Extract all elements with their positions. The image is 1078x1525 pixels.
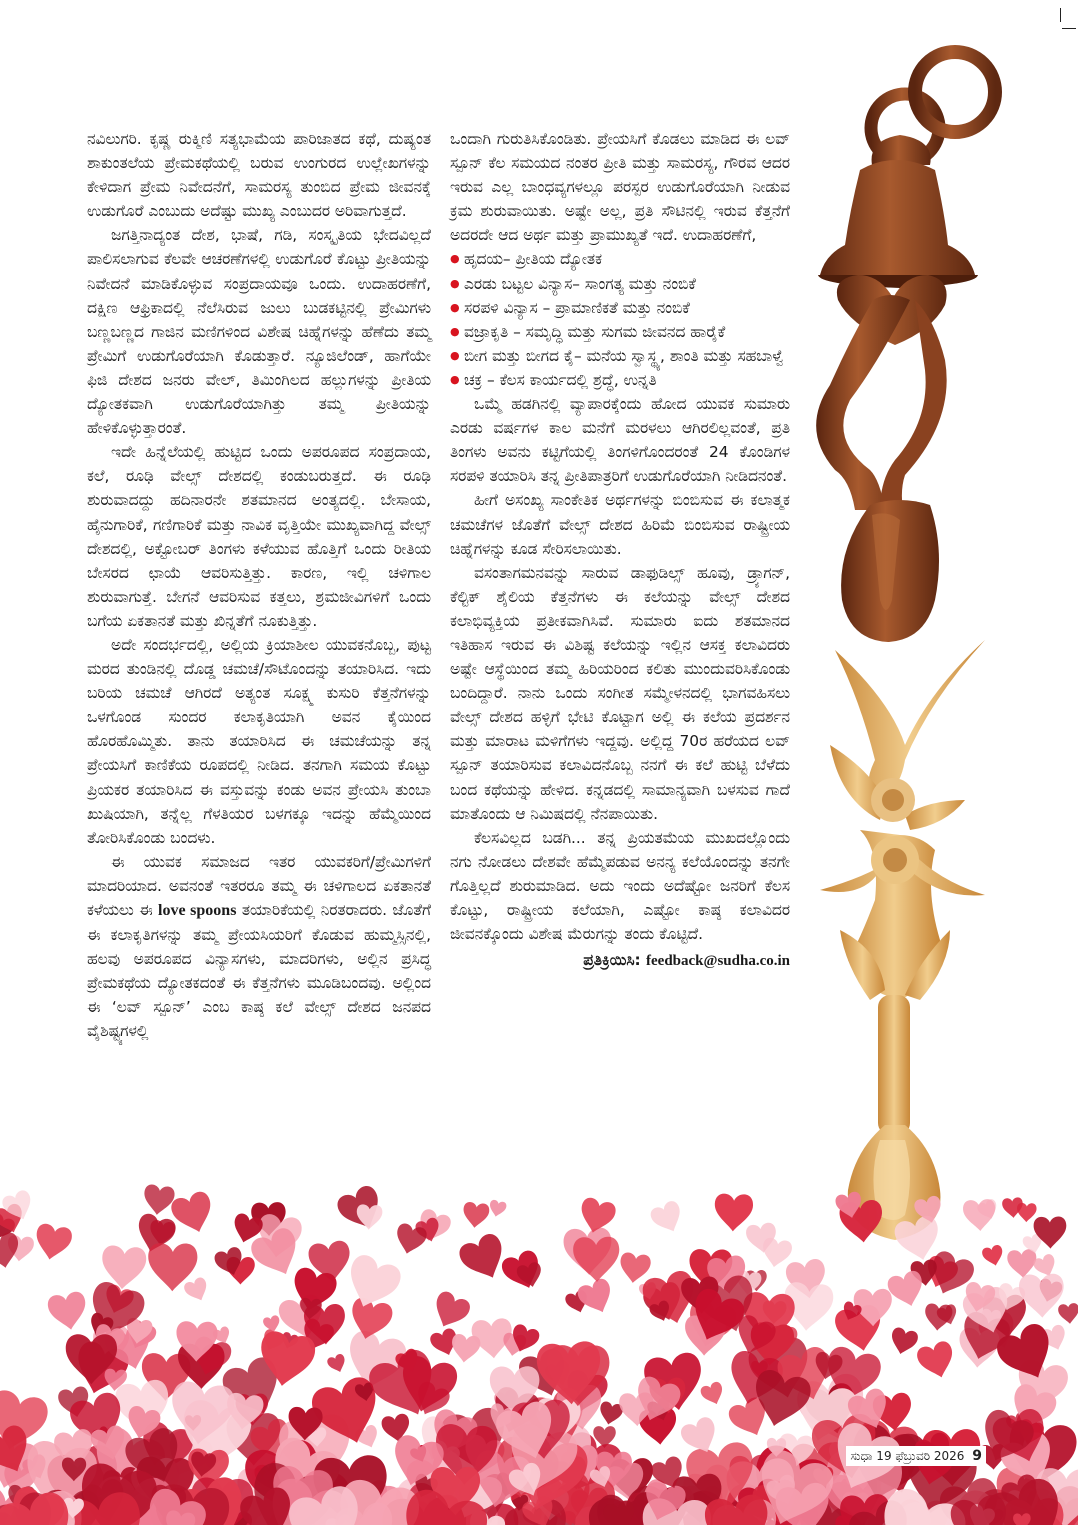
list-item: ● ಹೃದಯ– ಪ್ರೀತಿಯ ದ್ಯೋತಕ xyxy=(450,247,790,271)
paragraph: ವಸಂತಾಗಮನವನ್ನು ಸಾರುವ ಡಾಫುಡಿಲ್ಸ್ ಹೂವು, ಡ್ರ್ಯಾಗನ್, ಕೆಲ್ಟಿಕ್ ಶೈಲಿಯ ಕೆತ್ತನೆಗಳು ಈ ಕಲೆಯನ್ನು ವೇಲ್ಸ್ ದೇಶದ ಕಲಾಭಿವ್ಯಕ್ತಿಯ ಪ್ರತೀಕವಾಗಿಸಿವೆ. ಸುಮಾರು ಐದು ಶತಮಾನದ ಇತಿಹಾಸ ಇರುವ ಈ ವಿಶಿಷ್ಟ ಕಲೆಯನ್ನು ಇಲ್ಲಿನ ಆಸಕ್ತ ಕಲಾವಿದರು ಅಷ್ಟೇ ಆಸ್ಥೆಯಿಂದ ತಮ್ಮ ಹಿರಿಯರಿಂದ ಕಲಿತು ಮುಂದುವರಿಸಿಕೊಂಡು ಬಂದಿದ್ದಾರೆ. ನಾನು ಒಂದು ಸಂಗೀತ ಸಮ್ಮೇಳನದಲ್ಲಿ ಭಾಗವಹಿಸಲು ವೇಲ್ಸ್ ದೇಶದ ಹಳ್ಳಿಗೆ ಭೇಟಿ ಕೊಟ್ಟಾಗ ಅಲ್ಲಿ ಈ ಕಲೆಯ ಪ್ರದರ್ಶನ ಮತ್ತು ಮಾರಾಟ ಮಳಿಗೆಗಳು ಇದ್ದವು. ಅಲ್ಲಿದ್ದ 70ರ ಹರೆಯದ ಲವ್ ಸ್ಪೂನ್ ತಯಾರಿಸುವ ಕಲಾವಿದನೊಬ್ಬ ನನಗೆ ಈ ಕಲೆ ಹುಟ್ಟಿ ಬೆಳೆದು ಬಂದ ಕಥೆಯನ್ನು ಹೇಳಿದ. ಕನ್ನಡದಲ್ಲಿ ಸಾಮಾನ್ಯವಾಗಿ ಬಳಸುವ ಗಾದೆ ಮಾತೊಂದು ಆ ನಿಮಿಷದಲ್ಲಿ ನೆನಪಾಯಿತು. xyxy=(450,563,790,823)
heart-shape xyxy=(326,1353,348,1375)
heart-shape xyxy=(450,1333,482,1364)
list-item: ● ವಜ್ರಾಕೃತಿ – ಸಮೃದ್ಧಿ ಮತ್ತು ಸುಗಮ ಜೀವನದ ಹಾರೈಕೆ xyxy=(450,320,790,344)
heart-shape xyxy=(915,1339,959,1382)
issue-date: ಸುಧಾ 19 ಫೆಬ್ರುವರಿ 2026 xyxy=(850,1449,965,1463)
article-column-right xyxy=(450,127,790,973)
page-footer xyxy=(846,1446,986,1466)
heart-shape xyxy=(428,1289,473,1333)
list-item: ● ಚಕ್ರ – ಕೆಲಸ ಕಾರ್ಯದಲ್ಲಿ ಶ್ರದ್ಧೆ, ಉನ್ನತಿ xyxy=(450,368,790,392)
paragraph: ಒಮ್ಮೆ ಹಡಗಿನಲ್ಲಿ ವ್ಯಾಪಾರಕ್ಕೆಂದು ಹೋದ ಯುವಕ ಸುಮಾರು ಎರಡು ವರ್ಷಗಳ ಕಾಲ ಮನೆಗೆ ಮರಳಲು ಆಗಿರಲಿಲ್ಲವಂತೆ, ಪ್ರತಿ ತಿಂಗಳು ಅವನು ಕಟ್ಟಿಗೆಯಲ್ಲಿ ತಿಂಗಳಿಗೊಂದರಂತೆ 24 ಕೊಂಡಿಗಳ ಸರಪಳಿ ತಯಾರಿಸಿ ತನ್ನ ಪ್ರೀತಿಪಾತ್ರರಿಗೆ ಉಡುಗೊರೆಯಾಗಿ ನೀಡಿದನಂತೆ. xyxy=(450,395,790,486)
heart-shape xyxy=(1007,1249,1038,1279)
paragraph: ಹೀಗೆ ಅಸಂಖ್ಯ ಸಾಂಕೇತಿಕ ಅರ್ಥಗಳನ್ನು ಬಿಂಬಿಸುವ ಈ ಕಲಾತ್ಮಕ ಚಮಚೆಗಳ ಜೊತೆಗೆ ವೇಲ್ಸ್ ದೇಶದ ಹಿರಿಮೆ ಬಿಂಬಿಸುವ ರಾಷ್ಟ್ರೀಯ ಚಿಹ್ನೆಗಳನ್ನು ಕೂಡ ಸೇರಿಸಲಾಯಿತು. xyxy=(450,491,790,558)
light-love-spoon xyxy=(820,640,985,1240)
list-item: ● ಸರಪಳಿ ವಿನ್ಯಾಸ – ಪ್ರಾಮಾಣಿಕತೆ ಮತ್ತು ನಂಬಿಕೆ xyxy=(450,296,790,320)
page-number: 9 xyxy=(972,1448,982,1464)
crop-mark xyxy=(1062,28,1076,29)
heart-shape xyxy=(618,1252,652,1285)
paragraph: ಜಗತ್ತಿನಾದ್ಯಂತ ದೇಶ, ಭಾಷೆ, ಗಡಿ, ಸಂಸ್ಕೃತಿಯ ಭೇದವಿಲ್ಲದೆ ಪಾಲಿಸಲಾಗುವ ಕೆಲವೇ ಆಚರಣೆಗಳಲ್ಲಿ ಉಡುಗೊರೆ ಕೊಟ್ಟು ಪ್ರೀತಿಯನ್ನು ನಿವೇದನೆ ಮಾಡಿಕೊಳ್ಳುವ ಸಂಪ್ರದಾಯವೂ ಒಂದು. ಉದಾಹರಣೆಗೆ, ದಕ್ಷಿಣ ಆಫ್ರಿಕಾದಲ್ಲಿ ನೆಲೆಸಿರುವ ಜುಲು ಬುಡಕಟ್ಟಿನಲ್ಲಿ ಪ್ರೇಮಿಗಳು ಬಣ್ಣಬಣ್ಣದ ಗಾಜಿನ ಮಣಿಗಳಿಂದ ವಿಶೇಷ ಚಿಹ್ನೆಗಳನ್ನು ಹೆಣೆದು ತಮ್ಮ ಪ್ರೇಮಿಗೆ ಉಡುಗೊರೆಯಾಗಿ ಕೊಡುತ್ತಾರೆ. ನ್ಯೂಜಿಲೆಂಡ್, ಹಾಗೆಯೇ ಫಿಜಿ ದೇಶದ ಜನರು ವೇಲ್, ತಿಮಿಂಗಿಲದ ಹಲ್ಲುಗಳನ್ನು ಪ್ರೀತಿಯ ದ್ಯೋತಕವಾಗಿ ಉಡುಗೊರೆಯಾಗಿತ್ತು ತಮ್ಮ ಪ್ರೀತಿಯನ್ನು ಹೇಳಿಕೊಳ್ಳುತ್ತಾರಂತೆ. xyxy=(87,226,431,438)
paragraph: ನವಿಲುಗರಿ. ಕೃಷ್ಣ ರುಕ್ಮಿಣಿ ಸತ್ಯಭಾಮೆಯ ಪಾರಿಜಾತದ ಕಥೆ, ದುಷ್ಯಂತ ಶಾಕುಂತಲೆಯ ಪ್ರೇಮಕಥೆಯಲ್ಲಿ ಬರುವ ಉಂಗುರದ ಉಲ್ಲೇಖಗಳನ್ನು ಕೇಳಿದಾಗ ಪ್ರೇಮ ನಿವೇದನೆಗೆ, ಸಾಮರಸ್ಯ ತುಂಬಿದ ಪ್ರೇಮ ಜೀವನಕ್ಕೆ ಉಡುಗೊರೆ ಎಂಬುದು ಅದೆಷ್ಟು ಮುಖ್ಯ ಎಂಬುದರ ಅರಿವಾಗುತ್ತದೆ. xyxy=(87,130,431,221)
feedback-line xyxy=(450,948,790,973)
heart-shape xyxy=(575,1276,618,1318)
heart-shape xyxy=(46,1290,89,1333)
article-column-left xyxy=(87,127,431,1044)
heart-shape xyxy=(142,1184,176,1217)
heart-shape xyxy=(1058,1303,1078,1325)
heart-shape xyxy=(488,1199,508,1218)
english-term: love spoons xyxy=(158,902,237,919)
paragraph xyxy=(87,850,431,1044)
symbol-meaning-list xyxy=(450,247,790,392)
heart-shape xyxy=(32,1222,73,1263)
heart-shape xyxy=(699,1380,727,1408)
paragraph-text: ತಯಾರಿಕೆಯಲ್ಲಿ ನಿರತರಾದರು. ಜೊತೆಗೆ ಈ ಕಲಾಕೃತಿಗಳನ್ನು ತಮ್ಮ ಪ್ರೇಯಸಿಯರಿಗೆ ಕೊಡುವ ಹುಮ್ಮಸ್ಸಿನಲ್ಲಿ, ಹಲವು ಅಪರೂಪದ ವಿನ್ಯಾಸಗಳು, ಮಾದರಿಗಳು, ಅಲ್ಲಿನ ಪ್ರಸಿದ್ಧ ಪ್ರೇಮಕಥೆಯ ದ್ಯೋತಕದಂತೆ ಈ ಕೆತ್ತನೆಗಳು ಮೂಡಿಬಂದವು. ಅಲ್ಲಿಂದ ಈ ‘ಲವ್ ಸ್ಪೂನ್’ ಎಂಬ ಕಾಷ್ಠ ಕಲೆ ವೇಲ್ಸ್ ದೇಶದ ಜನಪದ ವೈಶಿಷ್ಟ್ಯಗಳಲ್ಲಿ xyxy=(87,901,431,1041)
crop-mark xyxy=(1060,8,1061,22)
hearts-border-decoration xyxy=(0,1180,1078,1525)
paragraph: ಕೆಲಸವಿಲ್ಲದ ಬಡಗಿ... ತನ್ನ ಪ್ರಿಯತಮೆಯ ಮುಖದಲ್ಲೊಂದು ನಗು ನೋಡಲು ದೇಶವೇ ಹೆಮ್ಮೆಪಡುವ ಅನನ್ಯ ಕಲೆಯೊಂದನ್ನು ತನಗೇ ಗೊತ್ತಿಲ್ಲದೆ ಶುರುಮಾಡಿದ. ಅದು ಇಂದು ಅದೆಷ್ಟೋ ಜನರಿಗೆ ಕೆಲಸ ಕೊಟ್ಟು, ರಾಷ್ಟ್ರೀಯ ಕಲೆಯಾಗಿ, ಎಷ್ಟೋ ಕಾಷ್ಠ ಕಲಾವಿದರ ಜೀವನಕ್ಕೊಂದು ವಿಶೇಷ ಮೆರುಗನ್ನು ತಂದು ಕೊಟ್ಟಿದೆ. xyxy=(450,828,790,944)
paragraph: ಅದೇ ಸಂದರ್ಭದಲ್ಲಿ, ಅಲ್ಲಿಯ ಕ್ರಿಯಾಶೀಲ ಯುವಕನೊಬ್ಬ, ಪುಟ್ಟ ಮರದ ತುಂಡಿನಲ್ಲಿ ದೊಡ್ಡ ಚಮಚೆ/ಸೌಟೊಂದನ್ನು ತಯಾರಿಸಿದ. ಇದು ಬರಿಯ ಚಮಚೆ ಆಗಿರದೆ ಅತ್ಯಂತ ಸೂಕ್ಷ್ಮ ಕುಸುರಿ ಕೆತ್ತನೆಗಳನ್ನು ಒಳಗೊಂಡ ಸುಂದರ ಕಲಾಕೃತಿಯಾಗಿ ಅವನ ಕೈಯಿಂದ ಹೊರಹೊಮ್ಮಿತು. ತಾನು ತಯಾರಿಸಿದ ಈ ಚಮಚೆಯನ್ನು ತನ್ನ ಪ್ರೇಯಸಿಗೆ ಕಾಣಿಕೆಯ ರೂಪದಲ್ಲಿ ನೀಡಿದ. ತನಗಾಗಿ ಸಮಯ ಕೊಟ್ಟು ಪ್ರಿಯಕರ ತಯಾರಿಸಿದ ಈ ವಸ್ತುವನ್ನು ಕಂಡು ಅವನ ಪ್ರೇಯಸಿ ತುಂಬಾ ಖುಷಿಯಾಗಿ, ತನ್ನೆಲ್ಲ ಗೆಳತಿಯರ ಬಳಗಕ್ಕೂ ಇದನ್ನು ಹೆಮ್ಮೆಯಿಂದ ತೋರಿಸಿಕೊಂಡು ಬಂದಳು. xyxy=(87,635,431,847)
heart-shape xyxy=(456,1231,512,1287)
dark-love-spoon xyxy=(816,52,995,642)
feedback-email-link[interactable]: feedback@sudha.co.in xyxy=(646,953,790,970)
heart-shape xyxy=(648,1199,687,1237)
heart-shape xyxy=(981,1244,1006,1268)
list-item: ● ಬೀಗ ಮತ್ತು ಬೀಗದ ಕೈ– ಮನೆಯ ಸ್ವಾಸ್ಥ್ಯ, ಶಾಂತಿ ಮತ್ತು ಸಹಬಾಳ್ವೆ xyxy=(450,344,790,368)
heart-shape xyxy=(888,1326,920,1357)
heart-shape xyxy=(1019,1273,1065,1318)
list-item: ● ಎರಡು ಬಟ್ಟಲ ವಿನ್ಯಾಸ– ಸಾಂಗತ್ಯ ಮತ್ತು ನಂಬಿಕೆ xyxy=(450,272,790,296)
heart-shape xyxy=(169,1189,218,1238)
heart-shape xyxy=(714,1193,754,1232)
heart-shape xyxy=(462,1201,490,1229)
paragraph: ಒಂದಾಗಿ ಗುರುತಿಸಿಕೊಂಡಿತು. ಪ್ರೇಯಸಿಗೆ ಕೊಡಲು ಮಾಡಿದ ಈ ಲವ್ ಸ್ಪೂನ್ ಕೆಲ ಸಮಯದ ನಂತರ ಪ್ರೀತಿ ಮತ್ತು ಸಾಮರಸ್ಯ, ಗೌರವ ಆದರ ಇರುವ ಎಲ್ಲ ಬಾಂಧವ್ಯಗಳಲ್ಲೂ ಪರಸ್ಪರ ಉಡುಗೊರೆಯಾಗಿ ನೀಡುವ ಕ್ರಮ ಶುರುವಾಯಿತು. ಅಷ್ಟೇ ಅಲ್ಲ, ಪ್ರತಿ ಸೌಟಿನಲ್ಲಿ ಇರುವ ಕೆತ್ತನೆಗೆ ಅದರದೇ ಆದ ಅರ್ಥ ಮತ್ತು ಪ್ರಾಮುಖ್ಯತೆ ಇದೆ. ಉದಾಹರಣೆಗೆ, xyxy=(450,130,790,245)
heart-shape xyxy=(182,1276,211,1305)
paragraph-text: ಈ ಯುವಕ ಸಮಾಜದ ಇತರ ಯುವಕರಿಗೆ/ಪ್ರೇಮಿಗಳಿಗೆ ಮಾದರಿಯಾದ. ಅವನಂತೆ ಇತರರೂ ತಮ್ಮ ಈ ಚಳಿಗಾಲದ ಏಕತಾನತೆ ಕಳೆಯಲು ಈ xyxy=(87,852,431,919)
feedback-label: ಪ್ರತಿಕ್ರಿಯಿಸಿ: xyxy=(583,951,641,970)
paragraph: ಇದೇ ಹಿನ್ನೆಲೆಯಲ್ಲಿ ಹುಟ್ಟಿದ ಒಂದು ಅಪರೂಪದ ಸಂಪ್ರದಾಯ, ಕಲೆ, ರೂಢಿ ವೇಲ್ಸ್ ದೇಶದಲ್ಲಿ ಕಂಡುಬರುತ್ತದೆ. ಈ ರೂಢಿ ಶುರುವಾದದ್ದು ಹದಿನಾರನೇ ಶತಮಾನದ ಅಂತ್ಯದಲ್ಲಿ. ಬೇಸಾಯ, ಹೈನುಗಾರಿಕೆ, ಗಣಿಗಾರಿಕೆ ಮತ್ತು ನಾವಿಕ ವೃತ್ತಿಯೇ ಮುಖ್ಯವಾಗಿದ್ದ ವೇಲ್ಸ್ ದೇಶದಲ್ಲಿ, ಅಕ್ಟೋಬರ್ ತಿಂಗಳು ಕಳೆಯುವ ಹೊತ್ತಿಗೆ ಒಂದು ರೀತಿಯ ಬೇಸರದ ಛಾಯೆ ಆವರಿಸುತ್ತಿತ್ತು. ಕಾರಣ, ಇಲ್ಲಿ ಚಳಿಗಾಲ ಶುರುವಾಗುತ್ತೆ. ಬೇಗನೆ ಆವರಿಸುವ ಕತ್ತಲು, ಶ್ರಮಜೀವಿಗಳಿಗೆ ಒಂದು ಬಗೆಯ ಏಕತಾನತೆ ಮತ್ತು ಖಿನ್ನತೆಗೆ ನೂಕುತ್ತಿತ್ತು. xyxy=(87,443,431,630)
